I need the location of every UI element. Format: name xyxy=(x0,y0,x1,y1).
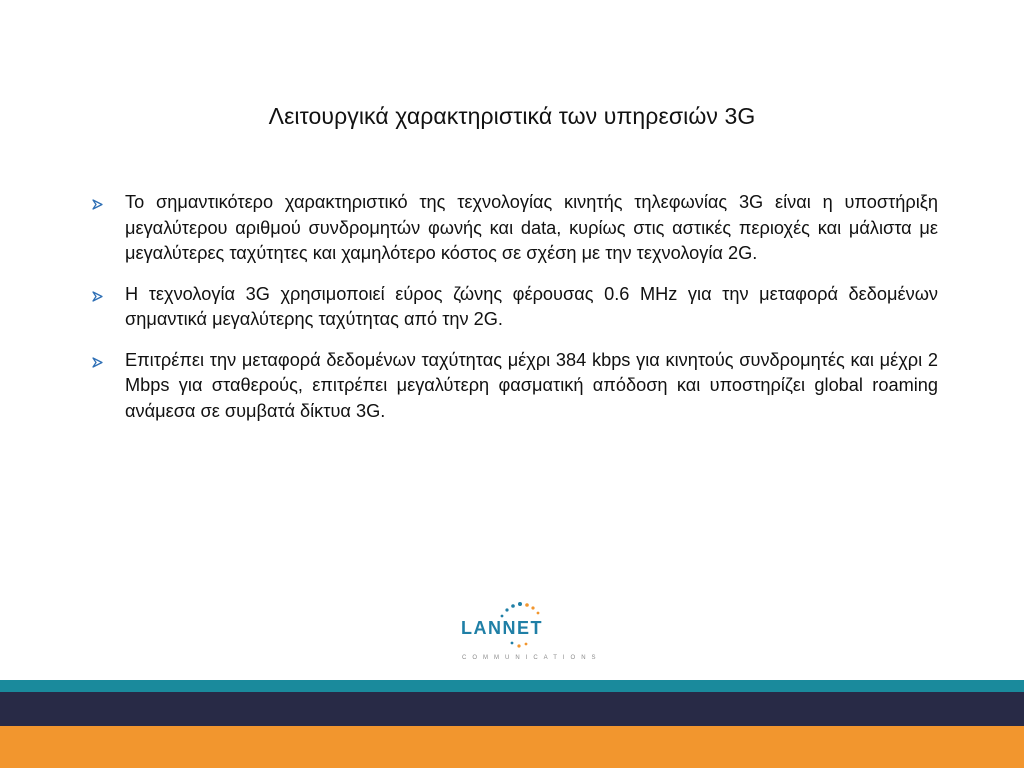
footer-band-navy xyxy=(0,692,1024,726)
footer-band-teal xyxy=(0,680,1024,692)
bullet-item xyxy=(92,348,938,425)
slide-title: Λειτουργικά χαρακτηριστικά των υπηρεσιών 3G xyxy=(268,103,756,129)
company-logo xyxy=(452,600,602,666)
bullet-item xyxy=(92,190,938,267)
bullet-list xyxy=(92,190,938,439)
footer-band-orange xyxy=(0,726,1024,768)
bullet-text: Η τεχνολογία 3G χρησιμοποιεί εύρος ζώνης φέρουσας 0.6 MHz για την μεταφορά δεδομένων σημαντικά μεγαλύτερης ταχύτητας από την 2G. xyxy=(125,283,938,329)
logo-subtitle: COMMUNICATIONS xyxy=(462,655,602,661)
logo-wordmark: LANNET xyxy=(461,618,543,638)
bullet-text: Το σημαντικότερο χαρακτηριστικό της τεχνολογίας κινητής τηλεφωνίας 3G είναι η υποστήριξη μεγαλύτερου αριθμού συνδρομητών φωνής και data, κυρίως στις αστικές περιοχές και μάλιστα με μεγαλύτερες ταχύτητες και χαμηλότερο κόστος σε σχέση με την τεχνολογία 2G. xyxy=(125,192,938,263)
bullet-item xyxy=(92,282,938,333)
bullet-text: Επιτρέπει την μεταφορά δεδομένων ταχύτητας μέχρι 384 kbps για κινητούς συνδρομητές και μέχρι 2 Mbps για σταθερούς, επιτρέπει μεγαλύτερη φασματική απόδοση και υποστηρίζει global roaming ανάμεσα σε συμβατά δίκτυα 3G. xyxy=(125,349,938,421)
